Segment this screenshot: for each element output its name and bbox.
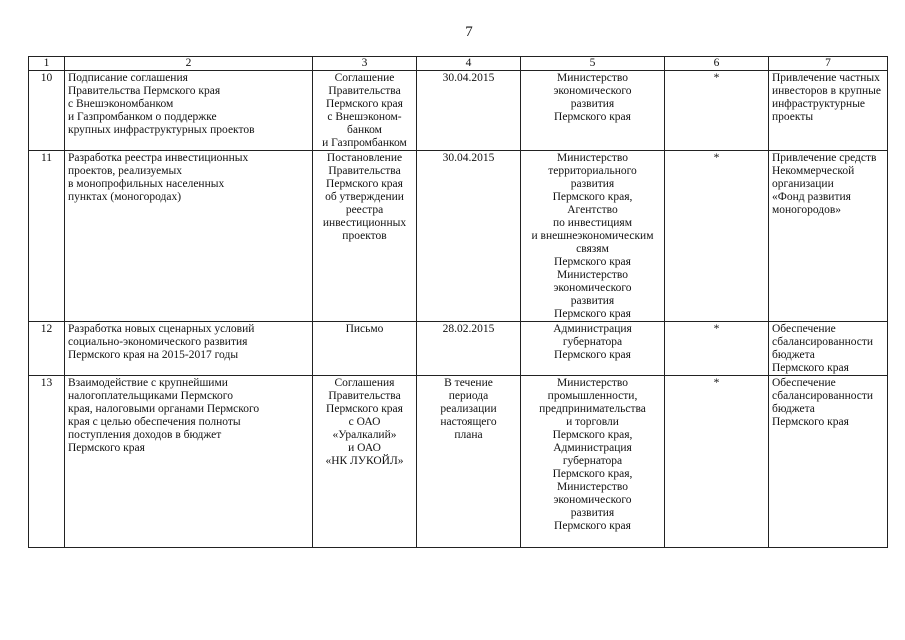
deadline-cell: 28.02.2015 [417,322,521,376]
result-cell: Привлечение средств Некоммерческой организации «Фонд развития моногородов» [769,151,888,322]
deadline-cell: В течение периода реализации настоящего плана [417,376,521,548]
row-number: 12 [29,322,65,376]
executor-cell: Министерство территориального развития Пермского края, Агентство по инвестициям и внешнеэкономическим связям Пермского края Министерство экономического развития Пермского края [521,151,665,322]
table-row [29,376,888,548]
document-cell: Письмо [313,322,417,376]
result-cell: Привлечение частных инвесторов в крупные инфраструктурные проекты [769,71,888,151]
header-cell-3: 3 [313,57,417,71]
table-row [29,322,888,376]
row-number: 11 [29,151,65,322]
column-6-cell: * [665,71,769,151]
header-cell-2: 2 [65,57,313,71]
executor-cell: Министерство экономического развития Пермского края [521,71,665,151]
executor-cell: Администрация губернатора Пермского края [521,322,665,376]
table-row [29,151,888,322]
document-cell: Соглашения Правительства Пермского края с ОАО «Уралкалий» и ОАО «НК ЛУКОЙЛ» [313,376,417,548]
table-header-row [29,57,888,71]
activity-cell: Разработка новых сценарных условий социально-экономического развития Пермского края на 2015-2017 годы [65,322,313,376]
executor-cell: Министерство промышленности, предпринимательства и торговли Пермского края, Администрация губернатора Пермского края, Министерство экономического развития Пермского края [521,376,665,548]
activity-cell: Подписание соглашения Правительства Пермского края с Внешэкономбанком и Газпромбанком о поддержке крупных инфраструктурных проектов [65,71,313,151]
document-cell: Постановление Правительства Пермского края об утверждении реестра инвестиционных проектов [313,151,417,322]
column-6-cell: * [665,151,769,322]
row-number: 10 [29,71,65,151]
table-row [29,71,888,151]
deadline-cell: 30.04.2015 [417,151,521,322]
document-cell: Соглашение Правительства Пермского края с Внешэконом- банком и Газпромбанком [313,71,417,151]
result-cell: Обеспечение сбалансированности бюджета Пермского края [769,322,888,376]
activity-cell: Взаимодействие с крупнейшими налогоплательщиками Пермского края, налоговыми органами Пермского края с целью обеспечения полноты поступления доходов в бюджет Пермского края [65,376,313,548]
page-number: 7 [465,24,473,40]
header-cell-5: 5 [521,57,665,71]
result-cell: Обеспечение сбалансированности бюджета Пермского края [769,376,888,548]
header-cell-4: 4 [417,57,521,71]
column-6-cell: * [665,376,769,548]
header-cell-1: 1 [29,57,65,71]
header-cell-7: 7 [769,57,888,71]
plan-table [28,56,888,548]
row-number: 13 [29,376,65,548]
header-cell-6: 6 [665,57,769,71]
deadline-cell: 30.04.2015 [417,71,521,151]
activity-cell: Разработка реестра инвестиционных проектов, реализуемых в монопрофильных населенных пунктах (моногородах) [65,151,313,322]
column-6-cell: * [665,322,769,376]
